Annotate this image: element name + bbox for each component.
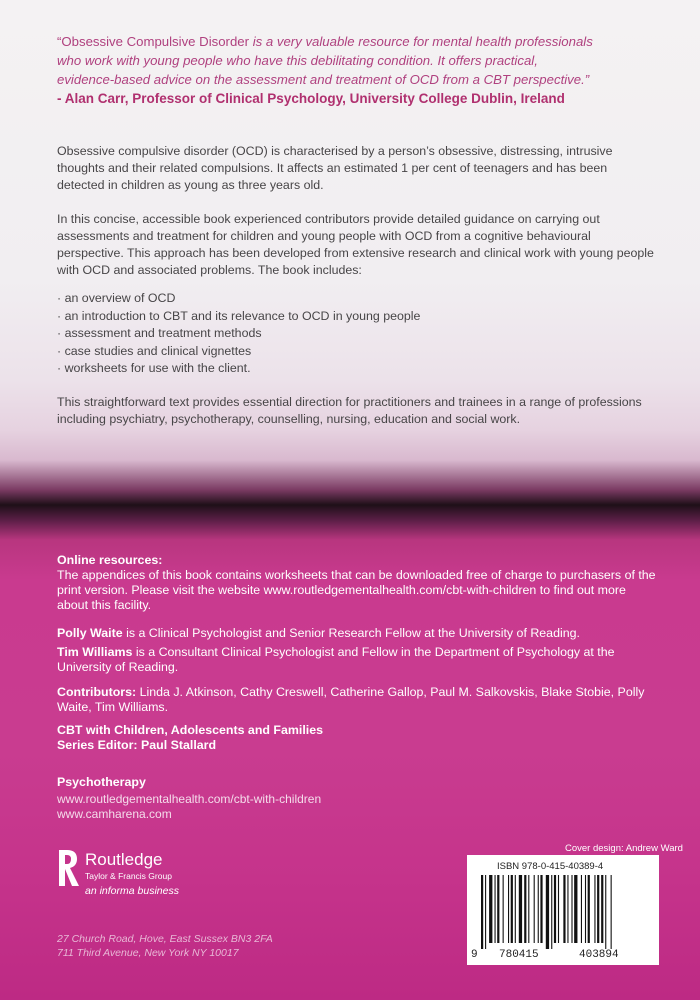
cover-design-credit: Cover design: Andrew Ward <box>565 843 683 854</box>
routledge-r-icon <box>57 848 81 888</box>
contributors <box>57 685 657 715</box>
description-paragraph-3: This straightforward text provides essential direction for practitioners and trainees in a range of professions including psychiatry, psychotherapy, counselling, nursing, education and social work. <box>57 395 642 426</box>
barcode-bar <box>554 875 556 943</box>
barcode-bar <box>503 875 504 943</box>
series-info <box>57 723 657 753</box>
list-item: · an overview of OCD <box>57 290 657 308</box>
isbn-barcode <box>467 855 659 965</box>
author-waite-bio: is a Clinical Psychologist and Senior Research Fellow at the University of Reading. <box>122 626 580 640</box>
barcode-bar <box>611 875 612 949</box>
contributors-label: Contributors: <box>57 685 137 699</box>
website-url-1: www.routledgementalhealth.com/cbt-with-children <box>57 792 322 806</box>
website-url-2: www.camharena.com <box>57 807 172 821</box>
barcode-bar <box>585 875 586 943</box>
quote-line2: who work with young people who have this debilitating condition. It offers practical, <box>57 53 538 68</box>
barcode-bar <box>588 875 590 943</box>
publisher-tagline: an informa business <box>85 885 179 897</box>
barcode-bar <box>551 875 552 949</box>
online-resources <box>57 553 657 613</box>
barcode-bar <box>489 875 492 943</box>
barcode-bar <box>581 875 582 943</box>
barcode-bar <box>605 875 606 949</box>
barcode-bar <box>601 875 603 943</box>
isbn-digit-group-3: 403894 <box>579 949 619 961</box>
author-williams-name: Tim Williams <box>57 645 133 659</box>
series-name: CBT with Children, Adolescents and Families <box>57 723 323 737</box>
author-williams <box>57 645 657 675</box>
subject-category: Psychotherapy <box>57 775 146 789</box>
barcode-bar <box>571 875 572 943</box>
series-editor: Series Editor: Paul Stallard <box>57 738 217 752</box>
publisher-address <box>57 932 273 960</box>
online-resources-text: The appendices of this book contains worksheets that can be downloaded free of charge to purchasers of the print version. Please visit the website www.routledgementalhealth.com/cbt-with-children to find out more about this facility. <box>57 568 656 612</box>
isbn-digit-group-1: 9 <box>471 949 478 961</box>
barcode-bar <box>534 875 535 943</box>
barcode-bar <box>515 875 516 943</box>
barcode-bar <box>597 875 599 943</box>
review-quote <box>57 32 657 89</box>
barcode-bar <box>524 875 526 943</box>
isbn-digit-group-2: 780415 <box>499 949 539 961</box>
address-line-1: 27 Church Road, Hove, East Sussex BN3 2FA <box>57 933 273 945</box>
barcode-bar <box>519 875 522 943</box>
barcode-bar <box>567 875 568 943</box>
website-links <box>57 792 321 822</box>
barcode-bar <box>481 875 483 949</box>
publisher-group: Taylor & Francis Group <box>85 871 172 881</box>
barcode-bar <box>495 875 496 943</box>
author-williams-bio: is a Consultant Clinical Psychologist and Fellow in the Department of Psychology at the University of Reading. <box>57 645 615 674</box>
author-waite-name: Polly Waite <box>57 626 123 640</box>
barcode-bar <box>538 875 539 943</box>
quote-line1-b: is a very valuable resource for mental health professionals <box>252 34 593 49</box>
list-item: · an introduction to CBT and its relevance to OCD in young people <box>57 308 657 326</box>
barcode-bar <box>508 875 509 943</box>
quote-line1-a: “Obsessive Compulsive Disorder <box>57 34 253 49</box>
barcode-bar <box>594 875 595 943</box>
description-paragraph-2: In this concise, accessible book experienced contributors provide detailed guidance on carrying out assessments and treatment for children and young people with OCD from a cognitive behavioural perspective. This approach has been developed from extensive research and clinical work with young people with OCD and associated problems. The book includes: <box>57 212 654 277</box>
barcode-bar <box>540 875 542 943</box>
barcode-bar <box>485 875 486 949</box>
barcode-bar <box>574 875 577 943</box>
barcode-bar <box>558 875 559 943</box>
routledge-logo <box>57 848 217 900</box>
barcode-bar <box>546 875 549 949</box>
barcode-bar <box>497 875 499 943</box>
publisher-name: Routledge <box>85 850 163 869</box>
quote-line3: evidence-based advice on the assessment and treatment of OCD from a CBT perspective.” <box>57 72 590 87</box>
barcode-bar <box>563 875 565 943</box>
author-waite <box>57 626 657 641</box>
address-line-2: 711 Third Avenue, New York NY 10017 <box>57 947 239 959</box>
barcode-bar <box>511 875 513 943</box>
description-paragraph-1: Obsessive compulsive disorder (OCD) is characterised by a person’s obsessive, distressing, intrusive thoughts and their related compulsions. It affects an estimated 1 per cent of teenagers and has been detected in children as young as three years old. <box>57 144 613 192</box>
contributors-list: Linda J. Atkinson, Cathy Creswell, Catherine Gallop, Paul M. Salkovskis, Blake Stobie, Polly Waite, Tim Williams. <box>57 685 645 714</box>
barcode-bars <box>473 875 653 949</box>
isbn-number: ISBN 978-0-415-40389-4 <box>497 861 604 872</box>
list-item: · case studies and clinical vignettes <box>57 343 657 361</box>
quote-author: - Alan Carr, Professor of Clinical Psychology, University College Dublin, Ireland <box>57 91 565 106</box>
list-item: · worksheets for use with the client. <box>57 360 657 378</box>
list-item: · assessment and treatment methods <box>57 325 657 343</box>
barcode-bar <box>528 875 529 943</box>
online-resources-heading: Online resources: <box>57 553 163 567</box>
book-includes-list <box>57 290 657 378</box>
